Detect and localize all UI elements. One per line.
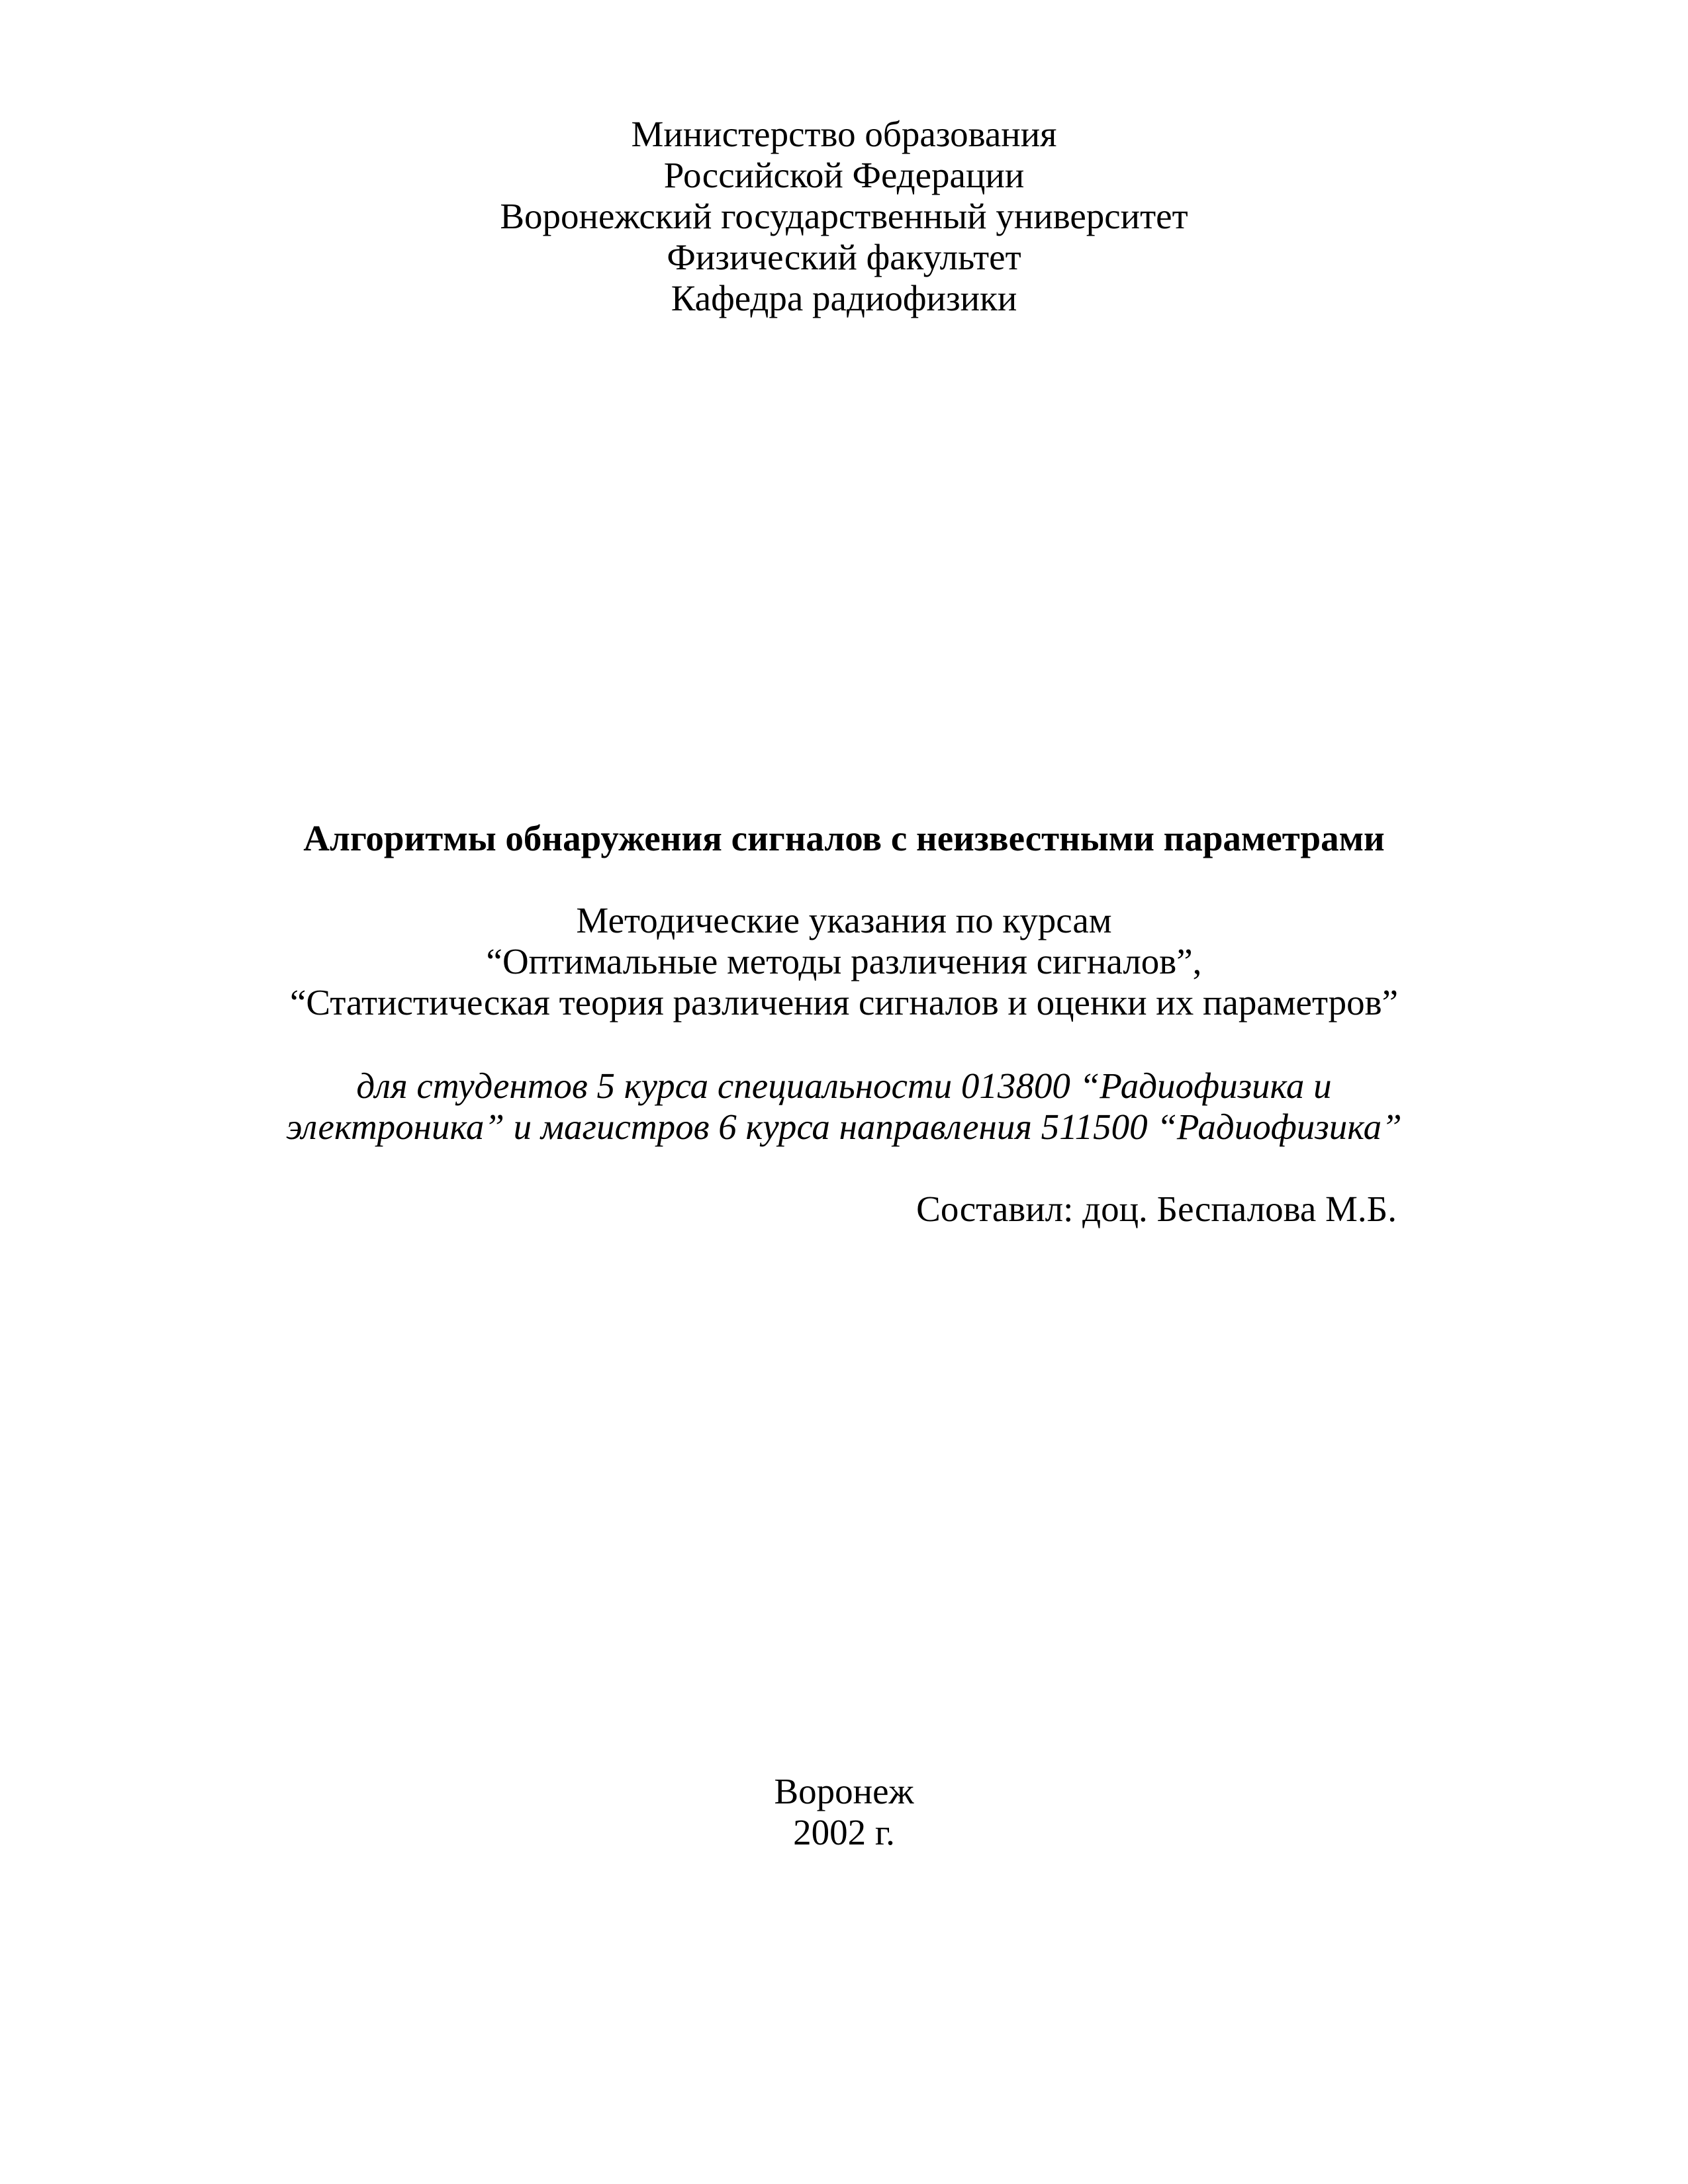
course-name-line: “Статистическая теория различения сигналов и оценки их параметров” — [289, 982, 1399, 1023]
federation-line: Российской Федерации — [663, 155, 1025, 195]
audience-line: электроника” и магистров 6 курса направления 511500 “Радиофизика” — [286, 1107, 1402, 1147]
audience-note — [0, 1066, 1688, 1148]
department-line: Кафедра радиофизики — [671, 278, 1017, 318]
publication-year: 2002 г. — [793, 1812, 895, 1852]
institution-header — [0, 114, 1688, 319]
subtitle-line: Методические указания по курсам — [576, 900, 1112, 940]
university-line: Воронежский государственный университет — [500, 196, 1188, 236]
faculty-line: Физический факультет — [667, 237, 1021, 277]
author-credit — [916, 1189, 1397, 1230]
document-title-block — [0, 818, 1688, 859]
document-subtitle — [0, 900, 1688, 1023]
ministry-line: Министерство образования — [631, 114, 1057, 154]
city-name: Воронеж — [774, 1771, 914, 1811]
author-line: Составил: доц. Беспалова М.Б. — [916, 1189, 1397, 1229]
publication-footer — [0, 1771, 1688, 1853]
document-title: Алгоритмы обнаружения сигналов с неизвестными параметрами — [303, 818, 1385, 858]
course-name-line: “Оптимальные методы различения сигналов”, — [486, 941, 1202, 981]
audience-line: для студентов 5 курса специальности 013800 “Радиофизика и — [356, 1066, 1332, 1106]
